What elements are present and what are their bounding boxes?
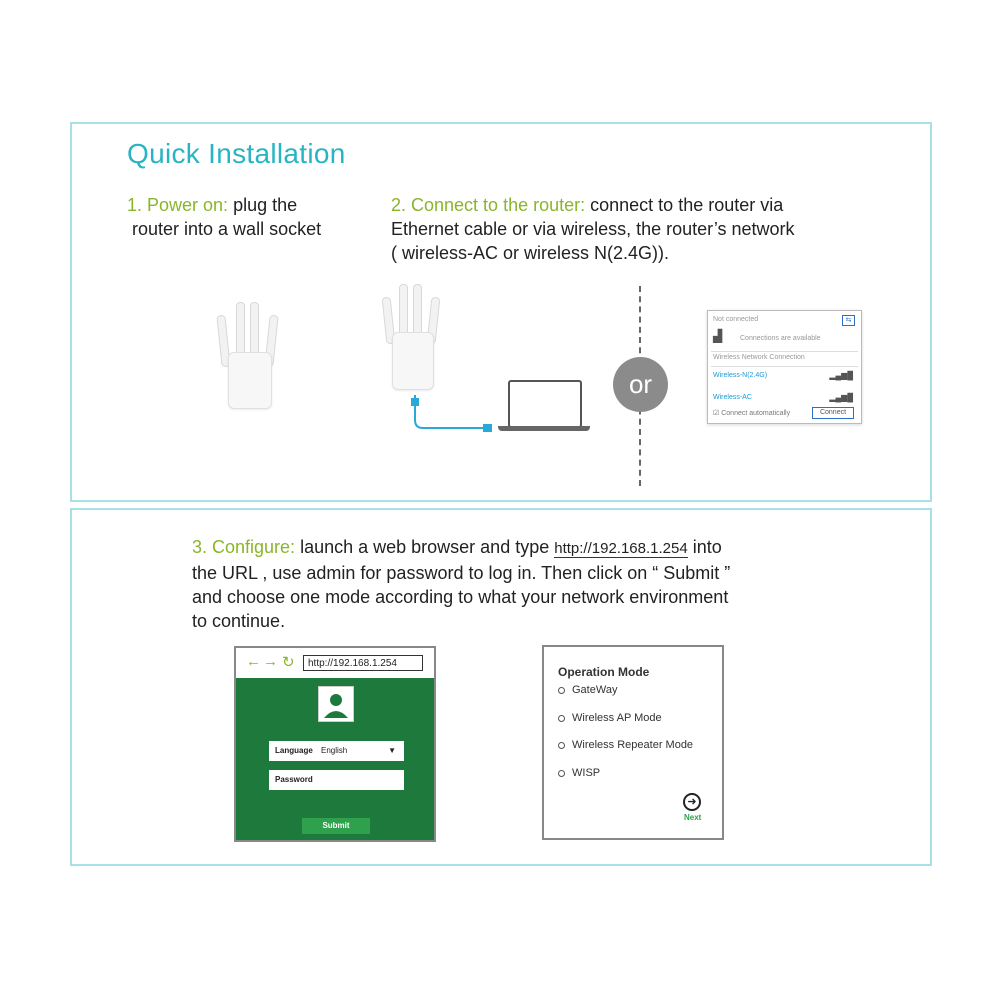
- wifi-section-title: Wireless Network Connection: [713, 354, 805, 361]
- submit-button[interactable]: Submit: [302, 818, 370, 834]
- step3-text: [192, 535, 842, 633]
- step2-line3: ( wireless-AC or wireless N(2.4G)).: [391, 243, 670, 263]
- auto-connect-label: Connect automatically: [721, 410, 791, 417]
- signal-bars-icon: ▂▄▆█: [829, 371, 853, 380]
- option-wireless-repeater[interactable]: [558, 739, 693, 751]
- option-wireless-ap[interactable]: [558, 712, 662, 724]
- option-label: WISP: [572, 767, 601, 779]
- forward-arrow-icon[interactable]: →: [263, 653, 278, 670]
- step1-line1: plug the: [233, 195, 298, 215]
- back-arrow-icon[interactable]: ←: [246, 653, 261, 670]
- page-title: Quick Installation: [127, 138, 346, 169]
- option-label: Wireless AP Mode: [572, 712, 662, 724]
- wifi-connection-popup: [707, 310, 862, 424]
- signal-bars-icon: ▂▄▆█: [829, 393, 853, 402]
- step3-text1: launch a web browser and type: [300, 537, 550, 557]
- next-arrow-icon[interactable]: ➜: [683, 793, 701, 811]
- wifi-network-n[interactable]: Wireless-N(2.4G): [713, 372, 768, 379]
- radio-icon: [558, 687, 565, 694]
- radio-icon: [558, 742, 565, 749]
- step2-line1: connect to the router via: [590, 195, 784, 215]
- step3-label: 3. Configure:: [192, 537, 296, 557]
- chevron-down-icon: ▼: [388, 746, 396, 755]
- option-wisp[interactable]: [558, 767, 600, 779]
- step1-label: 1. Power on:: [127, 195, 229, 215]
- option-label: GateWay: [572, 684, 618, 696]
- step2-label: 2. Connect to the router:: [391, 195, 586, 215]
- language-value: English: [321, 746, 348, 755]
- browser-login-mockup: [234, 646, 436, 842]
- ethernet-cable-icon: [405, 390, 500, 435]
- step2-line2: Ethernet cable or via wireless, the router’s network: [391, 219, 795, 239]
- refresh-icon[interactable]: ⇆: [842, 315, 855, 326]
- browser-toolbar: [236, 648, 434, 678]
- step3-url: http://192.168.1.254: [554, 540, 688, 557]
- reload-icon[interactable]: ↻: [282, 654, 295, 671]
- step3-line2: the URL , use admin for password to log in. Then click on “ Submit ”: [192, 563, 731, 583]
- step3-text2: into: [692, 537, 722, 557]
- or-badge: or: [613, 357, 668, 412]
- user-avatar-icon: [318, 686, 354, 722]
- step1-line2: router into a wall socket: [132, 219, 322, 239]
- operation-mode-panel: [542, 645, 724, 840]
- connect-button[interactable]: Connect: [812, 407, 854, 419]
- radio-icon: [558, 715, 565, 722]
- step2-text: [391, 193, 871, 265]
- operation-mode-title: Operation Mode: [558, 665, 650, 679]
- wifi-network-ac[interactable]: Wireless-AC: [713, 394, 752, 401]
- wifi-available: Connections are available: [740, 335, 821, 342]
- auto-connect-checkbox[interactable]: ☑ Connect automatically: [713, 410, 791, 417]
- option-label: Wireless Repeater Mode: [572, 739, 694, 751]
- signal-icon: ▟: [713, 329, 723, 343]
- next-label: Next: [684, 813, 702, 822]
- option-gateway[interactable]: [558, 684, 617, 696]
- password-field[interactable]: [269, 770, 404, 790]
- password-label: Password: [275, 775, 313, 784]
- language-select[interactable]: [269, 741, 404, 761]
- wifi-status: Not connected: [713, 316, 759, 323]
- step1-text: [127, 193, 367, 241]
- radio-icon: [558, 770, 565, 777]
- step3-line3: and choose one mode according to what your network environment: [192, 587, 729, 607]
- url-bar[interactable]: http://192.168.1.254: [303, 655, 423, 671]
- language-label: Language: [275, 746, 313, 755]
- step3-line4: to continue.: [192, 611, 286, 631]
